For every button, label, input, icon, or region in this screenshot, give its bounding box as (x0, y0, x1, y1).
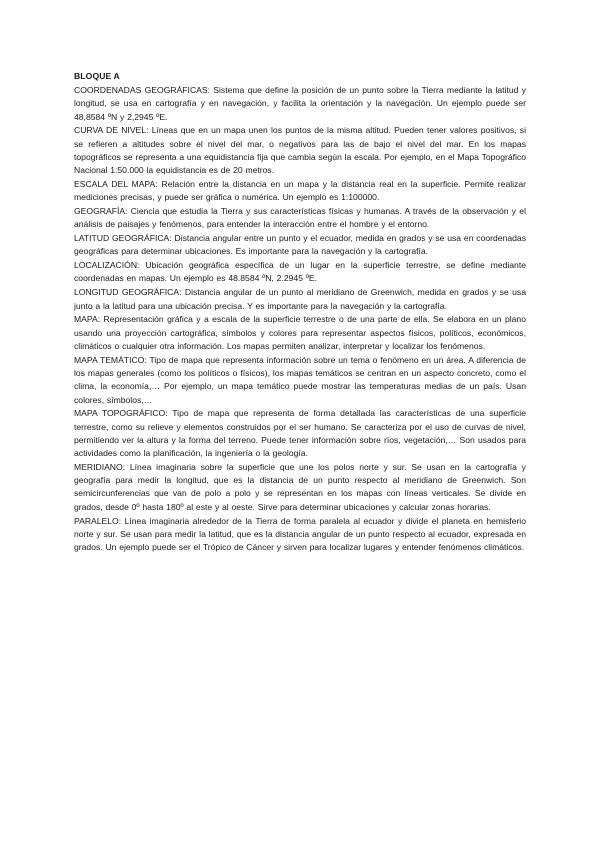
glossary-definition: Ubicación geográfica específica de un lugar en la superficie terrestre, se define mediante coordenadas en mapas. Un ejemplo es 48.8584 ºN, 2.2945 ºE. (74, 260, 526, 284)
glossary-term: MAPA TOPOGRÁFICO: (74, 408, 168, 419)
glossary-definition: Línea imaginaria alrededor de la Tierra de forma paralela al ecuador y divide el planeta en hemisferio norte y sur. Se usan para medir la latitud, que es la distancia angular de un punto respecto al ecuador, expresada en grados. Un ejemplo puede ser el Trópico de Cáncer y sirven para localizar lugares y entender fenómenos climáticos. (74, 515, 526, 553)
glossary-entry (74, 232, 526, 259)
glossary-entry (74, 84, 526, 124)
glossary-term: ESCALA DEL MAPA: (74, 178, 158, 189)
glossary-term: COORDENADAS GEOGRÁFICAS: (74, 85, 211, 95)
glossary-term: MAPA TEMÁTICO: (74, 354, 147, 365)
glossary-term: MAPA: (74, 314, 101, 325)
glossary-term: PARALELO: (74, 515, 122, 526)
glossary-entries (74, 84, 526, 554)
glossary-definition: Relación entre la distancia en un mapa y la distancia real en la superficie. Permite realizar mediciones precisas, y puede ser gráfica o numérica. Un ejemplo es 1:100000. (74, 178, 526, 203)
glossary-definition: Línea imaginaria sobre la superficie que une los polos norte y sur. Se usan en la cartografía y geografía para medir la longitud, que es la distancia de un punto respecto al meridiano de Greenwich. Son semicircunferencias que van de polo a polo y se representan en los mapas con líneas verticales. Se divide en grados, desde 0º hasta 180º al este y al oeste. Sirve para determinar ubicaciones y calcular zonas horarias. (74, 461, 526, 512)
glossary-term: GEOGRAFÍA: (74, 206, 128, 217)
glossary-entry (74, 286, 526, 313)
glossary-term: CURVA DE NIVEL: (74, 125, 149, 136)
glossary-definition: Representación gráfica y a escala de la superficie terrestre o de una parte de ella. Se elabora en un plano usando una proyección cartográfica, símbolos y colores para representar aspectos físicos, políticos, económicos, climáticos o cualquier otra información. Los mapas permiten analizar, interpretar y localizar los fenómenos. (74, 314, 526, 351)
glossary-definition: Tipo de mapa que representa de forma detallada las características de una superficie terrestre, como su relieve y elementos construidos por el ser humano. Se caracteriza por el uso de curvas de nivel, permitiendo ver la altura y la forma del terreno. Puede tener información sobre ríos, vegetación,… Son usados para actividades como la planificación, la ingeniería o la geología. (74, 408, 526, 459)
glossary-term: LATITUD GEOGRÁFICA: (74, 233, 172, 244)
glossary-definition: Tipo de mapa que representa información sobre un tema o fenómeno en un área. A diferencia de los mapas generales (como los políticos o físicos), los mapas temáticos se centran en un aspecto concreto, como el clima, la economía,… Por ejemplo, un mapa temático puede mostrar las temperaturas medias de un país. Usan colores, símbolos,… (74, 354, 526, 405)
document-content (74, 70, 526, 555)
glossary-entry (74, 124, 526, 177)
glossary-definition: Sistema que define la posición de un punto sobre la Tierra mediante la latitud y longitud, se usa en cartografía y en navegación, y facilita la orientación y la navegación. Un ejemplo puede ser 48,8584 ºN y 2,2945 ºE. (74, 85, 526, 122)
glossary-entry (74, 259, 526, 286)
glossary-entry (74, 178, 526, 205)
glossary-definition: Distancia angular entre un punto y el ecuador, medida en grados y se usa en coordenadas geográficas para determinar ubicaciones. Es importante para la navegación y la cartografía. (74, 233, 526, 257)
glossary-definition: Líneas que en un mapa unen los puntos de la misma altitud. Pueden tener valores positivos, si se refieren a altitudes sobre el nivel del mar, o negativos para las de bajo el nivel del mar. En los mapas topográficos se representa a una equidistancia fija que cambia según la escala. Por ejemplo, en el Mapa Topográfico Nacional 1:50.000 la equidistancia es de 20 metros. (74, 125, 526, 176)
glossary-entry (74, 354, 526, 407)
glossary-term: MERIDIANO: (74, 461, 126, 472)
glossary-entry (74, 515, 526, 555)
glossary-entry (74, 205, 526, 232)
glossary-term: LOCALIZACIÓN: (74, 260, 140, 271)
glossary-definition: Ciencia que estudia la Tierra y sus características físicas y humanas. A través de la observación y el análisis de paisajes y fenómenos, para entender la interacción entre el hombre y el entorno. (74, 206, 526, 230)
glossary-term: LONGITUD GEOGRÁFICA: (74, 287, 182, 298)
glossary-entry (74, 313, 526, 353)
glossary-entry (74, 407, 526, 460)
glossary-entry (74, 461, 526, 514)
block-heading: BLOQUE A (74, 71, 120, 81)
glossary-definition: Distancia angular de un punto al meridiano de Greenwich, medida en grados y se usa junto a la latitud para una ubicación precisa. Y es importante para la navegación y la cartografía. (74, 287, 526, 311)
